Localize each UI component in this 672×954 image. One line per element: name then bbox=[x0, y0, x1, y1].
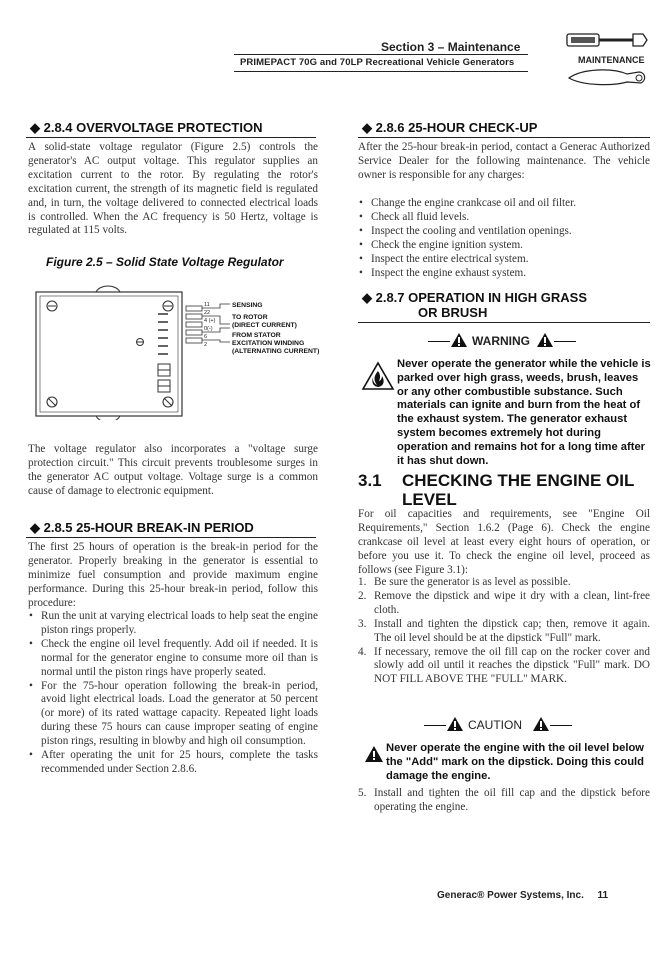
list-item: • Check the engine oil level frequently. Add oil if needed. It is normal for the generator engine to consume more oil than is normal until the piston rings have properly seated. bbox=[28, 638, 318, 680]
terminal-6-label: 6 bbox=[204, 334, 208, 340]
surge-protection-paragraph: The voltage regulator also incorporates a "voltage surge protection circuit." This circuit prevents troublesome surges in the generator AC output voltage. Voltage surge is a common cause of damage to electronic equipment. bbox=[28, 443, 318, 497]
section-title: Section 3 – Maintenance bbox=[381, 40, 521, 54]
section-3-1-title: CHECKING THE ENGINE OIL bbox=[402, 471, 635, 490]
direct-current-label: (DIRECT CURRENT) bbox=[232, 322, 297, 329]
list-item: • Check all fluid levels. bbox=[358, 211, 650, 225]
sensing-label: SENSING bbox=[232, 302, 263, 309]
figure-caption: Figure 2.5 – Solid State Voltage Regulator bbox=[46, 255, 284, 269]
checkup-bullet-list bbox=[358, 197, 650, 280]
section-2-8-5-paragraph: The first 25 hours of operation is the break-in period for the generator. Properly breaking in the generator is essential to minimize fuel consumption and provide maximum engine performance. During this 25-hour break-in period, follow this procedure: bbox=[28, 541, 318, 609]
caution-triangle-icon bbox=[446, 716, 464, 732]
banner-line bbox=[550, 725, 572, 726]
caution-triangle-icon bbox=[364, 745, 384, 763]
section-2-8-6-heading: ◆ 2.8.6 25-HOUR CHECK-UP bbox=[362, 120, 538, 135]
terminal-2-label: 2 bbox=[204, 342, 208, 348]
step-text: Install and tighten the oil fill cap and the dipstick before operating the engine. bbox=[374, 787, 650, 813]
header-rule-bottom bbox=[234, 71, 528, 72]
banner-line bbox=[428, 341, 450, 342]
section-2-8-5-heading: ◆ 2.8.5 25-HOUR BREAK-IN PERIOD bbox=[30, 520, 254, 535]
page-number: 11 bbox=[597, 890, 609, 901]
terminal-4-label: 4 (+) bbox=[204, 318, 216, 324]
heading-rule bbox=[358, 322, 650, 323]
step-number: 2. bbox=[358, 589, 367, 602]
page-footer bbox=[437, 890, 608, 901]
list-item: • For the 75-hour operation following the break-in period, avoid light electrical loads. Load the generator at 50 percent (or more) of its rated wattage capacity. Repeated light loads during these 75 hours can cause improper seating of engine piston rings, resulting in blowby and high oil consumption. bbox=[28, 680, 318, 750]
banner-line bbox=[554, 341, 576, 342]
section-3-1-title-line2: LEVEL bbox=[402, 490, 457, 509]
list-item bbox=[358, 787, 650, 815]
banner-line bbox=[424, 725, 446, 726]
list-item bbox=[358, 646, 650, 688]
heading-text: 2.8.6 25-HOUR CHECK-UP bbox=[375, 120, 538, 135]
voltage-regulator-diagram bbox=[34, 284, 324, 420]
caution-label: CAUTION bbox=[468, 718, 522, 732]
step-text: If necessary, remove the oil fill cap on the rocker cover and slowly add oil until it reaches the dipstick "Full" mark. DO NOT FILL ABOVE THE "FULL" MARK. bbox=[374, 645, 650, 686]
step-text: Remove the dipstick and wipe it dry with a clean, lint-free cloth. bbox=[374, 589, 650, 616]
heading-text: 2.8.5 25-HOUR BREAK-IN PERIOD bbox=[43, 520, 254, 535]
step-number: 5. bbox=[358, 787, 367, 799]
list-item: • Inspect the cooling and ventilation openings. bbox=[358, 225, 650, 239]
oil-check-steps bbox=[358, 576, 650, 687]
heading-rule bbox=[26, 537, 316, 538]
list-item: • Run the unit at varying electrical loads to help seat the engine piston rings properly. bbox=[28, 610, 318, 638]
step-number: 4. bbox=[358, 645, 367, 658]
footer-company: Generac® Power Systems, Inc. bbox=[437, 890, 584, 901]
step-number: 1. bbox=[358, 576, 367, 588]
heading-text: 2.8.7 OPERATION IN HIGH GRASS bbox=[375, 290, 588, 305]
excitation-winding-label: EXCITATION WINDING bbox=[232, 340, 305, 347]
caution-banner bbox=[424, 716, 574, 734]
section-2-8-7-heading: ◆ 2.8.7 OPERATION IN HIGH GRASS bbox=[362, 290, 588, 305]
heading-text: 2.8.4 OVERVOLTAGE PROTECTION bbox=[43, 120, 263, 135]
break-in-bullet-list bbox=[28, 610, 318, 777]
terminal-11-label: 11 bbox=[204, 302, 210, 308]
oil-check-step-5 bbox=[358, 787, 650, 815]
caution-triangle-icon bbox=[532, 716, 550, 732]
list-item bbox=[358, 576, 650, 590]
warning-banner bbox=[428, 332, 578, 350]
warning-label: WARNING bbox=[472, 334, 530, 348]
list-item bbox=[358, 618, 650, 646]
section-2-8-7-heading-line2: OR BRUSH bbox=[418, 305, 488, 320]
terminal-0-label: 0(-) bbox=[204, 326, 213, 332]
from-stator-label: FROM STATOR bbox=[232, 332, 281, 339]
list-item: • Inspect the engine exhaust system. bbox=[358, 267, 650, 281]
step-text: Be sure the generator is as level as possible. bbox=[374, 576, 571, 588]
list-item: • Inspect the entire electrical system. bbox=[358, 253, 650, 267]
heading-rule bbox=[358, 137, 650, 138]
section-2-8-6-paragraph: After the 25-hour break-in period, contact a Generac Authorized Service Dealer for the following maintenance. The vehicle owner is responsible for any charges: bbox=[358, 141, 650, 181]
fire-hazard-icon bbox=[361, 361, 395, 391]
warning-triangle-icon bbox=[536, 332, 554, 348]
list-item: • Change the engine crankcase oil and oil filter. bbox=[358, 197, 650, 211]
header-subtitle: PRIMEPACT 70G and 70LP Recreational Vehicle Generators bbox=[240, 57, 515, 68]
caution-text: Never operate the engine with the oil level below the "Add" mark on the dipstick. Doing this could damage the engine. bbox=[386, 742, 644, 782]
list-item bbox=[358, 590, 650, 618]
section-3-1-paragraph: For oil capacities and requirements, see "Engine Oil Requirements," Section 1.6.2 (Page 6). Check the engine crankcase oil level at least every eight hours of operation, or before you use it. To check the engine oil level, proceed as follows (see Figure 3.1): bbox=[358, 508, 650, 576]
alternating-current-label: (ALTERNATING CURRENT) bbox=[232, 348, 320, 355]
section-2-8-4-heading: ◆ 2.8.4 OVERVOLTAGE PROTECTION bbox=[30, 120, 263, 135]
section-3-1-number: 3.1 bbox=[358, 471, 382, 490]
warning-text: Never operate the generator while the vehicle is parked over high grass, weeds, brush, leaves or any other combustible substance. Such materials can ignite and burn from the heat of the exhaust system. The generator exhaust system becomes extremely hot during operation and remains hot for a long time after it has shut down. bbox=[397, 358, 651, 467]
header-rule bbox=[234, 54, 528, 55]
list-item: • After operating the unit for 25 hours, complete the tasks recommended under Section 2.8.6. bbox=[28, 749, 318, 777]
list-item: • Check the engine ignition system. bbox=[358, 239, 650, 253]
heading-rule bbox=[26, 137, 316, 138]
step-number: 3. bbox=[358, 617, 367, 630]
terminal-22-label: 22 bbox=[204, 310, 211, 316]
to-rotor-label: TO ROTOR bbox=[232, 314, 268, 321]
section-2-8-4-paragraph: A solid-state voltage regulator (Figure 2.5) controls the generator's AC output voltage. This regulator supplies an excitation current to the rotor. By regulating the rotor's excitation current, the strength of its magnetic field is regulated and, in turn, the voltage delivered to connected electrical loads is controlled. When the AC frequency is 50 Hertz, voltage is regulated at 115 volts. bbox=[28, 141, 318, 237]
step-text: Install and tighten the dipstick cap; then, remove it again. The oil level should be at the dipstick "Full" mark. bbox=[374, 617, 650, 644]
warning-triangle-icon bbox=[450, 332, 468, 348]
maintenance-tab-label: MAINTENANCE bbox=[578, 55, 645, 65]
